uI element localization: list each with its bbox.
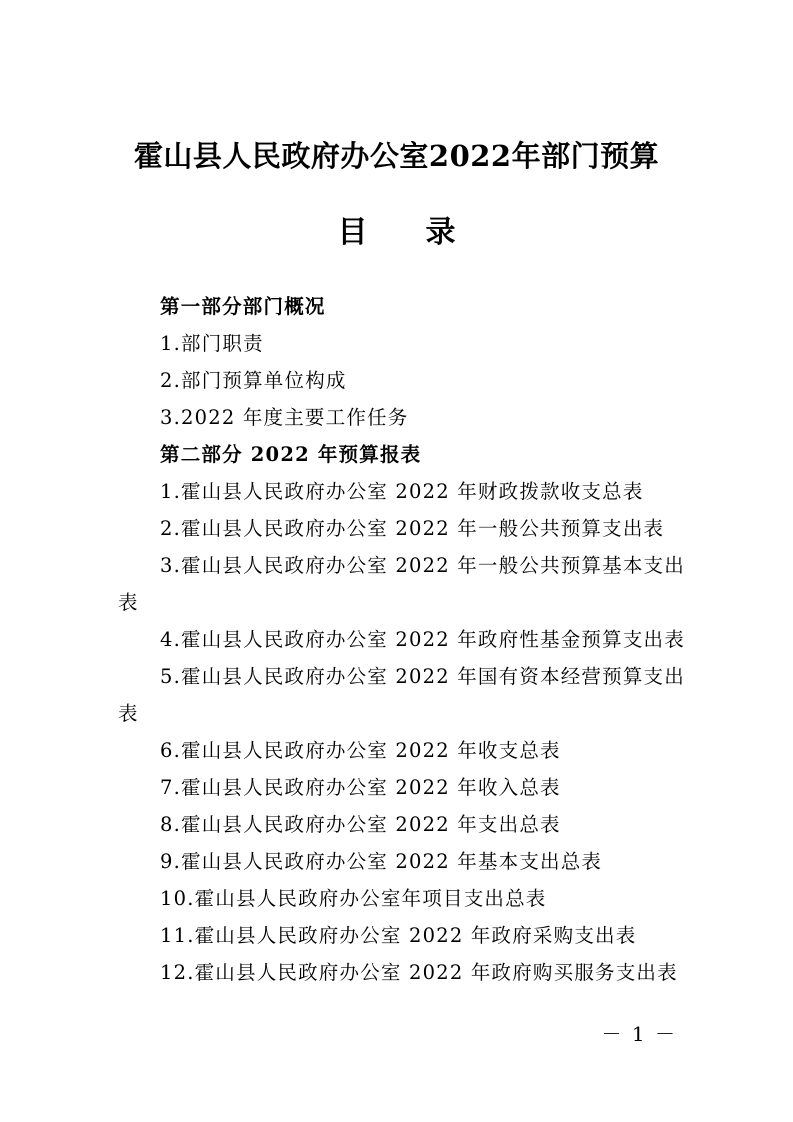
toc-item: 10.霍山县人民政府办公室年项目支出总表 [160, 887, 547, 910]
table-of-contents [118, 288, 685, 991]
toc-section-heading: 第二部分 2022 年预算报表 [160, 443, 422, 466]
toc-item: 6.霍山县人民政府办公室 2022 年收支总表 [160, 739, 561, 762]
document-title: 霍山县人民政府办公室2022年部门预算 [133, 139, 660, 173]
toc-item: 4.霍山县人民政府办公室 2022 年政府性基金预算支出表 [160, 628, 685, 651]
toc-item: 9.霍山县人民政府办公室 2022 年基本支出总表 [160, 850, 603, 873]
toc-item: 2.霍山县人民政府办公室 2022 年一般公共预算支出表 [160, 517, 665, 540]
toc-item: 12.霍山县人民政府办公室 2022 年政府购买服务支出表 [160, 961, 678, 984]
toc-item-continuation: 表 [118, 591, 139, 614]
toc-item: 7.霍山县人民政府办公室 2022 年收入总表 [160, 776, 561, 799]
toc-section-heading: 第一部分部门概况 [160, 295, 326, 318]
page-number: － 1 － [601, 1022, 677, 1046]
toc-item: 1.霍山县人民政府办公室 2022 年财政拨款收支总表 [160, 480, 644, 503]
toc-item-continuation: 表 [118, 702, 139, 725]
toc-item: 1.部门职责 [160, 332, 264, 355]
toc-item: 3.2022 年度主要工作任务 [160, 406, 409, 429]
toc-item: 3.霍山县人民政府办公室 2022 年一般公共预算基本支出 [160, 554, 685, 577]
toc-item: 11.霍山县人民政府办公室 2022 年政府采购支出表 [160, 924, 637, 947]
toc-heading: 目录 [337, 215, 514, 250]
toc-item: 5.霍山县人民政府办公室 2022 年国有资本经营预算支出 [160, 665, 685, 688]
toc-item: 2.部门预算单位构成 [160, 369, 347, 392]
toc-item: 8.霍山县人民政府办公室 2022 年支出总表 [160, 813, 561, 836]
